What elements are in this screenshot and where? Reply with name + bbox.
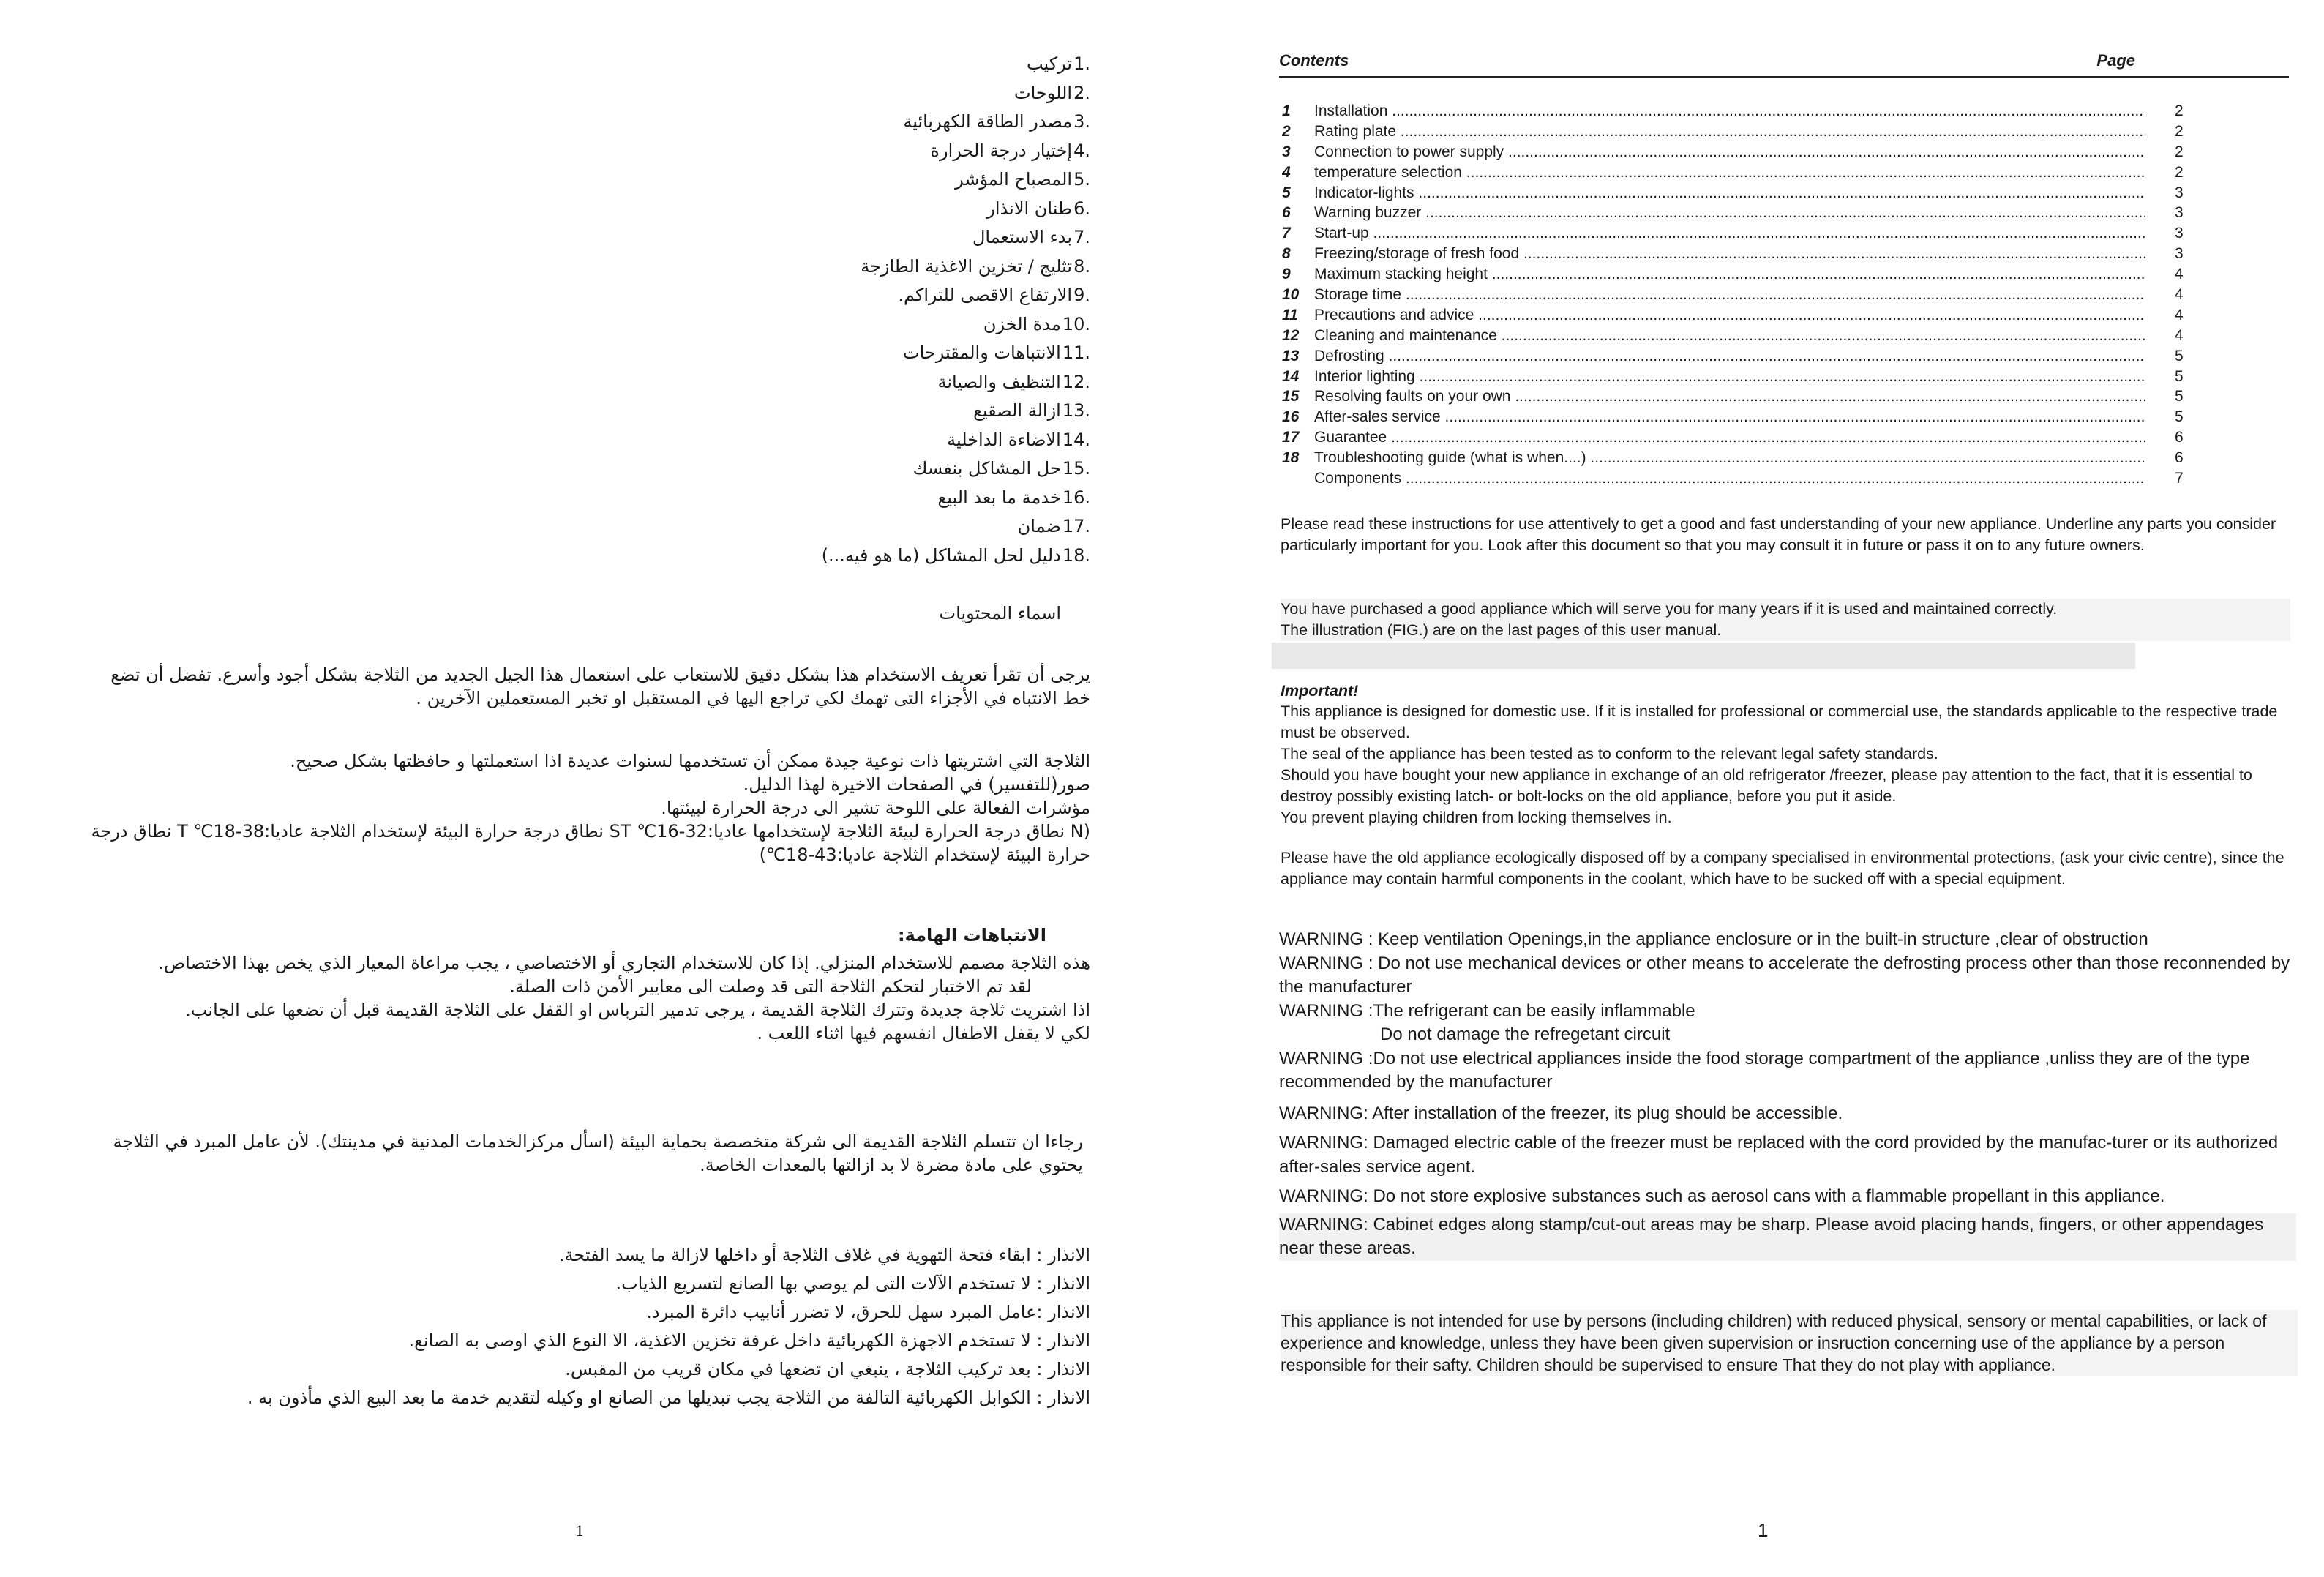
arabic-toc-item: [505, 165, 1090, 195]
contents-label: Contents: [1279, 51, 1349, 70]
arabic-toc-title: خدمة ما بعد البيع: [937, 487, 1061, 508]
arabic-toc-number: 5.: [1073, 169, 1090, 190]
arabic-toc-title: حل المشاكل بنفسك: [912, 458, 1061, 479]
toc-item: [1282, 346, 2204, 367]
toc-item: [1282, 244, 2204, 264]
english-final-notice: This appliance is not intended for use by persons (including children) with reduced physical, sensory or mental capabilities, or lack of experience and knowledge, unless they have been given supervision or insruction concerning use of the appliance by a person responsible for their safty. Children should be supervised to ensure That they do not play with appliance.: [1281, 1310, 2298, 1376]
toc-page: 6: [2175, 429, 2184, 446]
arabic-toc-title: تركيب: [1026, 53, 1073, 74]
arabic-toc-item: [505, 454, 1090, 484]
warning-line: WARNING : Do not use mechanical devices or other means to accelerate the defrosting process other than those reconnended by the manufacturer: [1279, 953, 2290, 997]
toc-item: [1282, 386, 2204, 407]
toc-number: 5: [1282, 184, 1291, 201]
toc-title: Warning buzzer .....: [1314, 203, 2145, 223]
english-important-title: Important!: [1281, 682, 1359, 700]
arabic-contents-label: اسماء المحتويات: [939, 603, 1061, 623]
arabic-toc-item: [505, 223, 1090, 252]
toc-title: Installation .....: [1314, 101, 2145, 121]
toc-number: 18: [1282, 449, 1300, 467]
toc-number: 4: [1282, 163, 1291, 181]
arabic-purchase: [73, 749, 1090, 866]
toc-title: Indicator-lights .....: [1314, 183, 2145, 203]
english-purchase: [1281, 599, 2290, 641]
arabic-toc-title: ازالة الصقيع: [973, 400, 1061, 421]
arabic-toc-title: دليل لحل المشاكل (ما هو فيه...): [821, 544, 1061, 566]
arabic-toc-title: اللوحات: [1014, 82, 1073, 103]
toc-item: [1282, 203, 2204, 223]
toc-page: 5: [2175, 347, 2184, 364]
arabic-toc-title: طنان الانذار: [986, 198, 1073, 219]
arabic-toc-title: المصباح المؤشر: [955, 169, 1073, 190]
warning-line: WARNING: Cabinet edges along stamp/cut-out areas may be sharp. Please avoid placing hands, fingers, or other appendages near these areas.: [1279, 1213, 2296, 1261]
english-important-line: The seal of the appliance has been tested as to conform to the relevant legal safety standards.: [1281, 745, 1938, 763]
arabic-toc-item: [505, 50, 1090, 79]
english-page-number: 1: [1758, 1519, 1769, 1541]
arabic-toc-item: [505, 108, 1090, 137]
toc-title: Resolving faults on your own .....: [1314, 386, 2145, 407]
arabic-important-title: الانتباهات الهامة:: [898, 925, 1046, 945]
toc-title: Maximum stacking height .....: [1314, 264, 2145, 285]
toc-page: 3: [2175, 184, 2184, 201]
toc-item: [1282, 101, 2204, 121]
page-label: Page: [2096, 51, 2135, 70]
toc-page: 5: [2175, 388, 2184, 405]
arabic-toc-title: مصدر الطاقة الكهربائية: [903, 111, 1073, 132]
arabic-warnings: [220, 1241, 1090, 1412]
toc-item: [1282, 121, 2204, 142]
toc-title: Interior lighting .....: [1314, 367, 2145, 387]
arabic-warning-line: الانذار : لا تستخدم الآلات التى لم يوصي بها الصانع لتسريع الذياب.: [615, 1273, 1090, 1294]
arabic-toc-number: 8.: [1073, 255, 1090, 277]
toc-title: Freezing/storage of fresh food .....: [1314, 244, 2145, 264]
toc-item: [1282, 305, 2204, 326]
arabic-important-line: اذا اشتريت ثلاجة جديدة وتترك الثلاجة القديمة ، يرجى تدمير الترباس او القفل على الثلاجة القديمة قبل أن تضعها على الجانب.: [185, 1000, 1090, 1020]
toc-number: 11: [1282, 306, 1298, 323]
english-important-line: Should you have bought your new appliance in exchange of an old refrigerator /freezer, please pay attention to the fact, that it is essential to destroy possibly existing latch- or bolt-locks on the old appliance, before you put it aside.: [1281, 766, 2252, 805]
toc-page: 2: [2175, 143, 2184, 160]
arabic-toc-number: 17.: [1062, 516, 1090, 536]
toc-item: [1282, 142, 2204, 162]
arabic-toc-item: [505, 195, 1090, 224]
toc-page: 4: [2175, 286, 2184, 304]
arabic-toc-number: 1.: [1073, 53, 1090, 74]
toc-title: Troubleshooting guide (what is when....) .....: [1314, 448, 2145, 468]
arabic-purchase-line: الثلاجة التي اشتريتها ذات نوعية جيدة ممكن أن تستخدمها لسنوات عديدة اذا استعملتها و حافظتها بشكل صحيح.: [290, 751, 1090, 771]
toc-number: 7: [1282, 225, 1291, 242]
arabic-toc-number: 4.: [1073, 140, 1090, 161]
arabic-toc-item: [505, 281, 1090, 310]
toc-number: 17: [1282, 429, 1300, 446]
toc-page: 5: [2175, 408, 2184, 426]
toc-title: Start-up .....: [1314, 223, 2145, 244]
toc-number: 3: [1282, 143, 1291, 160]
toc-title: Guarantee .....: [1314, 427, 2145, 448]
toc-number: 16: [1282, 408, 1300, 426]
toc-page: 6: [2175, 449, 2184, 467]
arabic-toc-item: [505, 252, 1090, 282]
warning-line: WARNING: After installation of the freezer, its plug should be accessible.: [1279, 1103, 1843, 1123]
toc-number: 2: [1282, 122, 1291, 140]
warning-line: WARNING :The refrigerant can be easily inflammable: [1279, 1000, 1695, 1021]
toc-title: After-sales service .....: [1314, 407, 2145, 427]
toc-number: 1: [1282, 102, 1291, 119]
warning-line: Do not damage the refregetant circuit: [1380, 1025, 1671, 1044]
arabic-toc-title: إختيار درجة الحرارة: [930, 140, 1073, 161]
toc-number: 10: [1282, 286, 1300, 304]
toc-page: 4: [2175, 266, 2184, 283]
toc-number: 15: [1282, 388, 1300, 405]
warning-line: WARNING : Keep ventilation Openings,in the appliance enclosure or in the built-in structure ,clear of obstruction: [1279, 929, 2148, 949]
arabic-important-line: هذه الثلاجة مصمم للاستخدام المنزلي. إذا كان للاستخدام التجاري أو الاختصاصي ، يجب مراعاة المعيار الذي يخص بهذا الاختصاص.: [158, 953, 1090, 973]
toc-title: Components .....: [1314, 468, 2145, 489]
toc-page: 3: [2175, 245, 2184, 263]
shaded-band: [1272, 643, 2135, 669]
toc-item: [1282, 407, 2204, 427]
contents-header: [1279, 51, 2289, 78]
english-warnings: [1279, 928, 2296, 1261]
toc-page: 7: [2175, 470, 2184, 487]
toc-title: temperature selection .....: [1314, 162, 2145, 183]
arabic-warning-line: الانذار :عامل المبرد سهل للحرق، لا تضرر أنابيب دائرة المبرد.: [646, 1302, 1090, 1322]
english-intro: Please read these instructions for use attentively to get a good and fast understanding of your new appliance. Underline any parts you consider particularly important for you. Look after this document so that you may consult it in future or pass it on to any future owners.: [1281, 515, 2276, 554]
arabic-toc-number: 16.: [1062, 487, 1090, 508]
arabic-toc-item: [505, 339, 1090, 368]
arabic-toc-number: 3.: [1073, 111, 1090, 132]
arabic-toc-number: 11.: [1062, 342, 1090, 363]
toc-item: [1282, 162, 2204, 183]
toc-page: 3: [2175, 225, 2184, 242]
toc-page: 4: [2175, 326, 2184, 344]
arabic-toc-item: [505, 542, 1090, 571]
arabic-toc-number: 6.: [1073, 198, 1090, 219]
toc-page: 2: [2175, 102, 2184, 119]
toc-item: [1282, 264, 2204, 285]
toc-item: [1282, 367, 2204, 387]
english-disposal: Please have the old appliance ecologically disposed off by a company specialised in environmental protections, (ask your civic centre), since the appliance may contain harmful components in the coolant, which have to be sucked off with a special equipment.: [1281, 849, 2284, 888]
arabic-toc-number: 13.: [1062, 400, 1090, 421]
warning-line: WARNING :Do not use electrical appliances inside the food storage compartment of the appliance ,unliss they are of the type recommended by the manufacturer: [1279, 1048, 2250, 1092]
arabic-toc-title: التنظيف والصيانة: [937, 371, 1061, 392]
toc-item: [1282, 326, 2204, 346]
arabic-toc-number: 2.: [1073, 82, 1090, 103]
toc-page: 3: [2175, 204, 2184, 222]
toc-page: 4: [2175, 306, 2184, 323]
arabic-warning-line: الانذار : الكوابل الكهربائية التالفة من الثلاجة يجب تبديلها من الصانع او وكيله لتقديم خدمة ما بعد البيع الذي مأذون به .: [247, 1387, 1090, 1408]
english-toc: [1282, 101, 2204, 489]
arabic-toc-number: 9.: [1073, 285, 1090, 305]
arabic-toc-item: [505, 310, 1090, 340]
arabic-warning-line: الانذار : لا تستخدم الاجهزة الكهربائية داخل غرفة تخزين الاغذية، الا النوع الذي اوصى به الصانع.: [408, 1330, 1090, 1351]
toc-title: Precautions and advice .....: [1314, 305, 2145, 326]
warning-line: WARNING: Do not store explosive substances such as aerosol cans with a flammable propellant in this appliance.: [1279, 1186, 2165, 1206]
english-important: [1281, 701, 2298, 828]
arabic-toc-number: 18.: [1062, 544, 1090, 566]
arabic-purchase-line: مؤشرات الفعالة على اللوحة تشير الى درجة الحرارة لبيئتها.: [661, 798, 1090, 818]
arabic-purchase-line: صور(للتفسير) في الصفحات الاخيرة لهذا الدليل.: [743, 774, 1090, 795]
toc-title: Rating plate .....: [1314, 121, 2145, 142]
arabic-toc-number: 7.: [1073, 227, 1090, 247]
toc-title: Defrosting .....: [1314, 346, 2145, 367]
arabic-toc-item: [505, 368, 1090, 397]
arabic-toc-title: تثليج / تخزين الاغذية الطازجة: [861, 255, 1073, 277]
arabic-toc-number: 14.: [1062, 429, 1090, 450]
arabic-toc-title: بدء الاستعمال: [972, 227, 1073, 247]
english-purchase-line: You have purchased a good appliance which will serve you for many years if it is used and maintained correctly.: [1281, 600, 2058, 618]
arabic-page-number: 1: [575, 1522, 585, 1540]
arabic-toc-title: ضمان: [1017, 516, 1061, 536]
toc-item: [1282, 285, 2204, 305]
arabic-toc-item: [505, 137, 1090, 166]
toc-number: 6: [1282, 204, 1291, 222]
arabic-important: [146, 951, 1090, 1045]
arabic-toc-number: 12.: [1062, 371, 1090, 392]
arabic-toc-item: [505, 484, 1090, 513]
toc-number: 8: [1282, 245, 1291, 263]
toc-number: 12: [1282, 326, 1300, 344]
toc-item: [1282, 468, 2204, 489]
toc-title: Storage time .....: [1314, 285, 2145, 305]
arabic-toc-title: الانتباهات والمقترحات: [902, 342, 1061, 363]
arabic-disposal: رجاءا ان تتسلم الثلاجة القديمة الى شركة متخصصة بحماية البيئة (اسأل مركزالخدمات المدنية في مدينتك). لأن عامل المبرد في الثلاجة يحتوي على مادة مضرة لا بد ازالتها بالمعدات الخاصة.: [113, 1131, 1083, 1175]
arabic-toc-item: [505, 79, 1090, 108]
arabic-warning-line: الانذار : ابقاء فتحة التهوية في غلاف الثلاجة أو داخلها لازالة ما يسد الفتحة.: [558, 1245, 1090, 1265]
arabic-important-line: لكي لا يقفل الاطفال انفسهم فيها اثناء اللعب .: [757, 1023, 1090, 1044]
arabic-toc: [505, 50, 1090, 570]
arabic-toc-number: 15.: [1062, 458, 1090, 479]
arabic-intro: يرجى أن تقرأ تعريف الاستخدام هذا بشكل دقيق للاستعاب على استعمال هذا الجيل الجديد من الثلاجة بشكل أجود وأسرع. تفضل أن تضع خط الانتباه في الأجزاء التى تهمك لكي تراجع اليها في المستقبل او تخبر المستعملين الآخرين .: [110, 664, 1090, 708]
toc-page: 2: [2175, 163, 2184, 181]
toc-number: 9: [1282, 266, 1291, 283]
toc-item: [1282, 183, 2204, 203]
arabic-toc-item: [505, 426, 1090, 455]
arabic-toc-title: الاضاءة الداخلية: [947, 429, 1061, 450]
arabic-toc-item: [505, 512, 1090, 542]
toc-number: 14: [1282, 367, 1300, 385]
toc-item: [1282, 448, 2204, 468]
toc-title: Connection to power supply .....: [1314, 142, 2145, 162]
arabic-purchase-line: (N نطاق درجة الحرارة لبيئة الثلاجة لإستخدامها عاديا:32-16℃ ST نطاق درجة حرارة البيئة لإستخدام الثلاجة عاديا:38-18℃ T نطاق درجة حرارة البيئة لإستخدام الثلاجة عاديا:43-18℃): [91, 821, 1090, 865]
arabic-toc-title: مدة الخزن: [983, 313, 1061, 334]
arabic-toc-number: 10.: [1062, 313, 1090, 334]
english-important-line: This appliance is designed for domestic use. If it is installed for professional or commercial use, the standards applicable to the respective trade must be observed.: [1281, 703, 2278, 741]
toc-page: 2: [2175, 122, 2184, 140]
arabic-warning-line: الانذار : بعد تركيب الثلاجة ، ينبغي ان تضعها في مكان قريب من المقبس.: [565, 1359, 1090, 1379]
english-purchase-line: The illustration (FIG.) are on the last pages of this user manual.: [1281, 621, 1722, 639]
toc-number: 13: [1282, 347, 1300, 364]
toc-page: 5: [2175, 367, 2184, 385]
toc-item: [1282, 223, 2204, 244]
arabic-important-line: لقد تم الاختبار لتحكم الثلاجة التى قد وصلت الى معايير الأمن ذات الصلة.: [509, 976, 1032, 997]
toc-item: [1282, 427, 2204, 448]
english-important-line: You prevent playing children from locking themselves in.: [1281, 809, 1672, 826]
english-page: [1162, 0, 2324, 1577]
warning-line: WARNING: Damaged electric cable of the freezer must be replaced with the cord provided by the manufac-turer or its authorized after-sales service agent.: [1279, 1133, 2279, 1177]
arabic-toc-title: الارتفاع الاقصى للتراكم.: [898, 285, 1073, 305]
toc-title: Cleaning and maintenance .....: [1314, 326, 2145, 346]
arabic-toc-item: [505, 397, 1090, 426]
